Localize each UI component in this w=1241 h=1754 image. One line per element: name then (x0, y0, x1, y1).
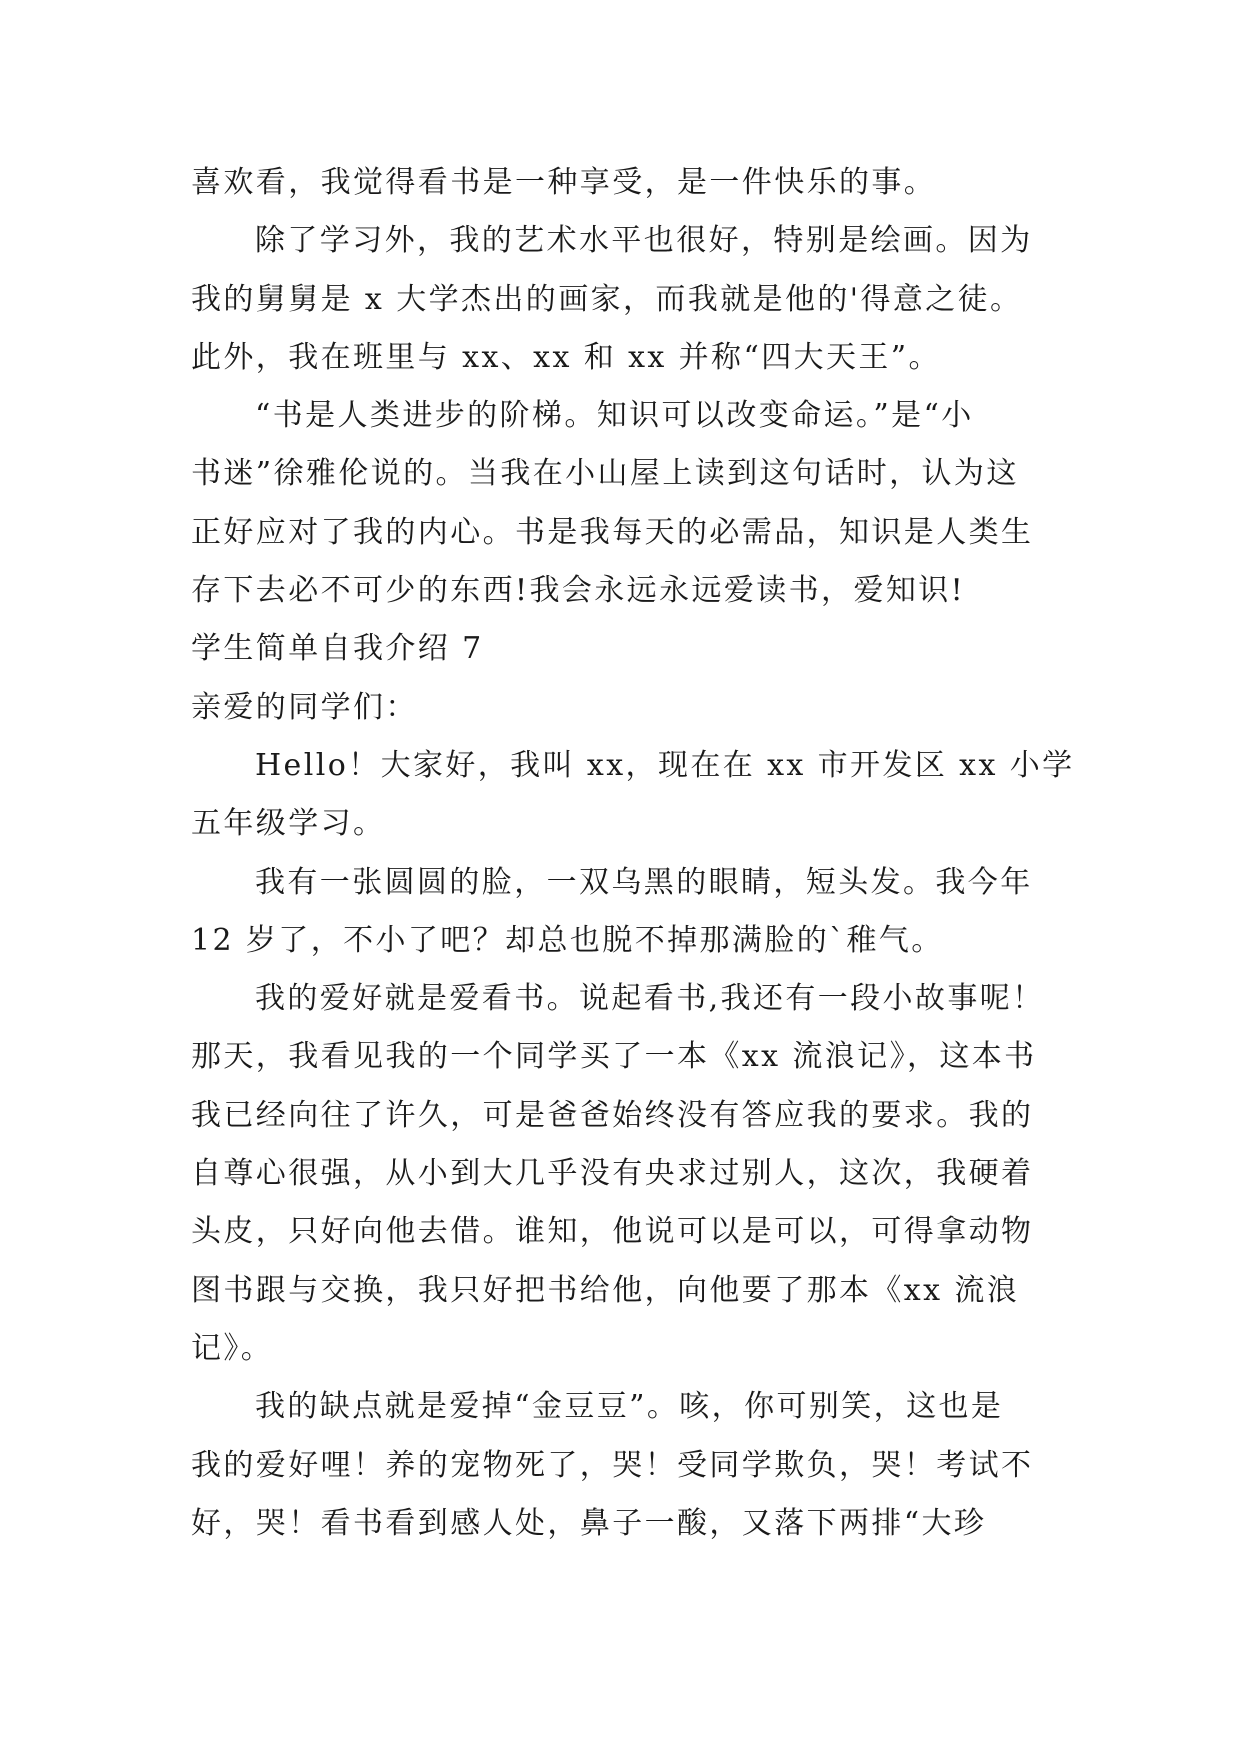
text-line: Hello！大家好，我叫 xx，现在在 xx 市开发区 xx 小学 (255, 747, 1075, 783)
text-line: 好，哭！看书看到感人处，鼻子一酸，又落下两排“大珍 (191, 1505, 987, 1541)
text-line: 正好应对了我的内心。书是我每天的必需品，知识是人类生 (191, 514, 1034, 550)
text-line: 我的爱好就是爱看书。说起看书,我还有一段小故事呢！ (255, 981, 1045, 1017)
text-line: 自尊心很强，从小到大几乎没有央求过别人，这次，我硬着 (191, 1156, 1034, 1192)
text-line: 我的舅舅是 x 大学杰出的画家，而我就是他的'得意之徒。 (191, 281, 1023, 317)
text-line: 图书跟与交换，我只好把书给他，向他要了那本《xx 流浪 (191, 1272, 1020, 1308)
salutation: 亲爱的同学们： (191, 689, 418, 725)
text-line: 我的缺点就是爱掉“金豆豆”。咳，你可别笑，这也是 (255, 1389, 1004, 1425)
text-line: 我已经向往了许久，可是爸爸始终没有答应我的要求。我的 (191, 1097, 1034, 1133)
text-line: 除了学习外，我的艺术水平也很好，特别是绘画。因为 (255, 223, 1033, 259)
section-heading: 学生简单自我介绍 7 (191, 631, 484, 667)
text-line: 存下去必不可少的东西!我会永远永远爱读书，爱知识! (191, 573, 966, 609)
text-line: 五年级学习。 (191, 806, 386, 842)
text-line: 我有一张圆圆的脸，一双乌黑的眼睛，短头发。我今年 (255, 864, 1033, 900)
text-line: 12 岁了，不小了吧？却总也脱不掉那满脸的`稚气。 (191, 922, 944, 958)
text-line: 我的爱好哩！养的宠物死了，哭！受同学欺负，哭！考试不 (191, 1447, 1034, 1483)
document-page (191, 154, 1075, 1553)
text-line: 头皮，只好向他去借。谁知，他说可以是可以，可得拿动物 (191, 1214, 1034, 1250)
text-line: 那天，我看见我的一个同学买了一本《xx 流浪记》，这本书 (191, 1039, 1037, 1075)
text-line: 此外，我在班里与 xx、xx 和 xx 并称“四大天王”。 (191, 339, 941, 375)
text-line: “书是人类进步的阶梯。知识可以改变命运。”是“小 (255, 398, 974, 434)
text-line: 书迷”徐雅伦说的。当我在小山屋上读到这句话时，认为这 (191, 456, 1019, 492)
text-line: 喜欢看，我觉得看书是一种享受，是一件快乐的事。 (191, 165, 937, 200)
text-line: 记》。 (191, 1330, 274, 1366)
